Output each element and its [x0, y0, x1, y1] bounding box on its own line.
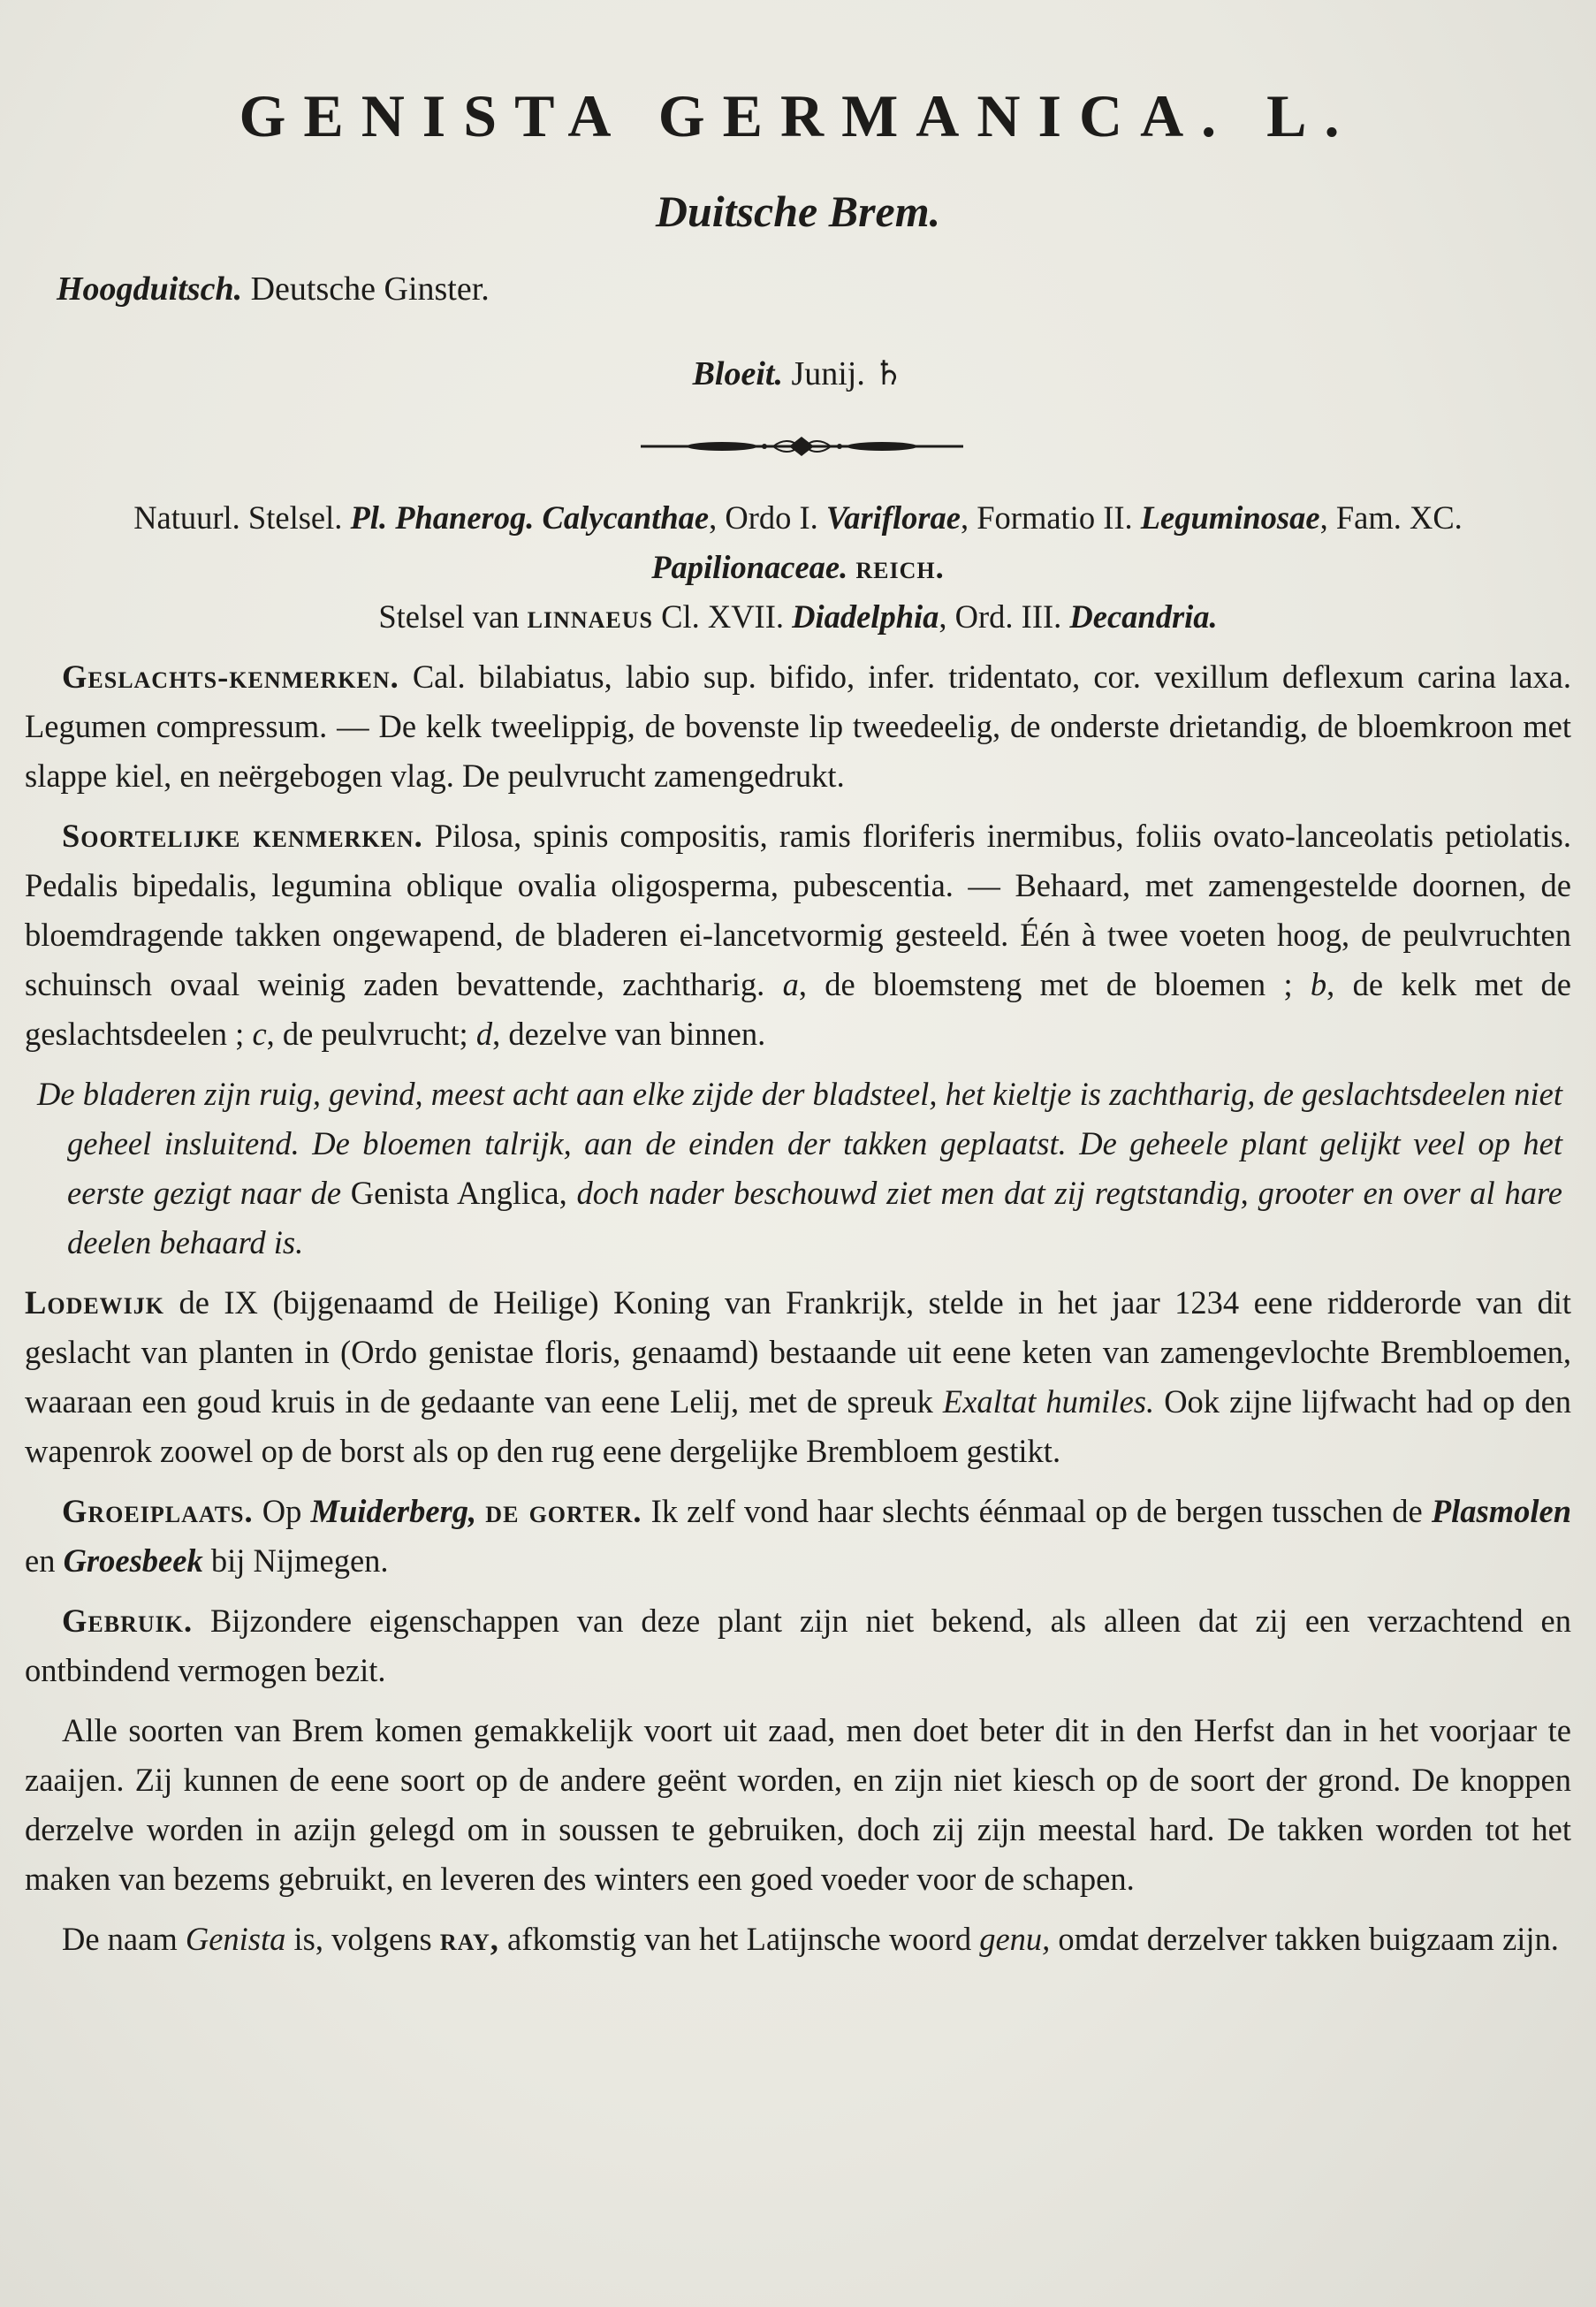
- linnaeus-prefix: Stelsel van: [378, 598, 520, 635]
- lodewijk-text-a: de IX (bijgenaamd de Heilige) Koning van Frankrijk, stelde in het jaar 1234 eene ridderorde van dit geslacht van planten in (Ordo genistae floris, genaamd) bestaande uit eene keten van zamengevlochte Brembloemen, waaraan een goud kruis in de gedaante van eene Lelij, met de spreuk: [25, 1284, 1572, 1420]
- name-origin-text-d: omdat derzelver takken buigzaam zijn.: [1058, 1921, 1559, 1957]
- cultivation-text: Alle soorten van Brem komen gemakkelijk voort uit zaad, men doet beter dit in den Herfst dan in het voorjaar te zaaijen. Zij kunnen de eene soort op de andere geënt worden, en zijn niet kiesch op de soort der grond. De knoppen derzelve worden in azijn gelegd om in soussen te gebruiken, doch zij zijn meestal hard. De takken worden tot het maken van bezems gebruikt, en leveren des winters een goed voeder voor de schapen.: [25, 1712, 1571, 1897]
- italic-note: [25, 1070, 1571, 1268]
- german-name-value: Deutsche Ginster.: [250, 270, 490, 308]
- italic-note-text-b: doch nader beschouwd ziet men dat zij regtstandig, grooter en over al hare deelen behaard is.: [67, 1175, 1563, 1260]
- species-characteristics-text: Pilosa, spinis compositis, ramis floriferis inermibus, foliis ovato-lanceolatis petiolatis. Pedalis bipedalis, legumina oblique ovalia oligosperma, pubescentia. — Behaard, met zamengestelde doornen, de bloemdragende takken ongewapend, de bladeren ei-lancetvormig gesteeld. Één à twee voeten hoog, de peulvruchten schuinsch ovaal weinig zaden bevattende, zachtharig.: [25, 818, 1572, 1002]
- figure-key-b-text: , de kelk met de geslachtsdeelen ;: [25, 966, 1571, 1052]
- natural-system-leguminosae: Leguminosae: [1140, 499, 1320, 536]
- german-name: [57, 270, 490, 308]
- lodewijk-name: Lodewijk: [25, 1284, 165, 1321]
- figure-key-a-text: , de bloemsteng met de bloemen ;: [798, 966, 1293, 1002]
- linnaeus-ord: , Ord. III.: [939, 598, 1062, 635]
- flowering-value: Junij.: [791, 355, 865, 392]
- figure-key-c-text: , de peulvrucht;: [266, 1016, 468, 1052]
- habitat-op: Op: [262, 1493, 302, 1529]
- habitat-paragraph: [25, 1487, 1571, 1586]
- lodewijk-text-b: Ook zijne lijfwacht had op den wapenrok zoowel op de borst als op den rug eene dergelijke Brembloem gestikt.: [25, 1383, 1572, 1469]
- natural-system-label: Natuurl. Stelsel.: [133, 499, 343, 536]
- figure-key-d: d: [475, 1016, 493, 1052]
- figure-key-a: a: [782, 966, 799, 1002]
- natural-system-variflorae: Variflorae: [825, 499, 961, 536]
- name-origin-text-c: afkomstig van het Latijnsche woord: [507, 1921, 972, 1957]
- name-origin-text-b: is, volgens: [293, 1921, 432, 1957]
- page-subtitle: Duitsche Brem.: [655, 187, 941, 236]
- linnaeus-diadelphia: Diadelphia: [792, 598, 939, 635]
- habitat-en: en: [25, 1542, 56, 1579]
- genus-characteristics-text: Cal. bilabiatus, labio sup. bifido, infer. tridentato, cor. vexillum deflexum carina laxa. Legumen compressum. — De kelk tweelippig, de bovenste lip tweedeelig, de onderste drietandig, de bloemkroon met slappe kiel, en neërgebogen vlag. De peulvrucht zamengedrukt.: [25, 659, 1571, 794]
- linnaeus-system: [25, 592, 1571, 642]
- habitat-text-b: bij Nijmegen.: [210, 1542, 389, 1579]
- linnaeus-decandria: Decandria.: [1069, 598, 1218, 635]
- natural-system-calycanthae: Calycanthae: [542, 499, 710, 536]
- flowering-label: Bloeit.: [692, 355, 783, 392]
- ornament-divider-icon: [641, 431, 963, 461]
- page-body: [25, 493, 1571, 1975]
- german-name-label: Hoogduitsch.: [57, 270, 243, 308]
- lodewijk-motto: Exaltat humiles.: [942, 1383, 1155, 1420]
- figure-key-c: c: [252, 1016, 267, 1052]
- natural-system-papilionaceae: Papilionaceae.: [651, 549, 848, 585]
- genus-characteristics-label: Geslachts-kenmerken.: [62, 659, 399, 695]
- habitat-plasmolen: Plasmolen: [1431, 1493, 1572, 1529]
- name-origin-genista: Genista: [185, 1921, 286, 1957]
- species-characteristics-label: Soortelijke kenmerken.: [62, 818, 423, 854]
- linnaeus-class: Cl. XVII.: [661, 598, 784, 635]
- cultivation-paragraph: [25, 1706, 1571, 1904]
- usage-label: Gebruik.: [62, 1603, 194, 1639]
- name-origin-ray: ray,: [439, 1921, 499, 1957]
- flowering-time: [0, 354, 1596, 393]
- figure-key-b: b: [1310, 966, 1327, 1002]
- natural-system-fam: , Fam. XC.: [1319, 499, 1463, 536]
- habitat-groesbeek: Groesbeek: [63, 1542, 203, 1579]
- natural-system-reich: reich.: [855, 549, 945, 585]
- name-origin-text-a: De naam: [62, 1921, 178, 1957]
- natural-system: [25, 493, 1571, 592]
- natural-system-formatio: , Formatio II.: [961, 499, 1133, 536]
- usage-paragraph: [25, 1596, 1571, 1695]
- habitat-gorter: de gorter.: [485, 1493, 642, 1529]
- italic-note-text-a: De bladeren zijn ruig, gevind, meest acht aan elke zijde der bladsteel, het kieltje is zachtharig, de geslachtsdeelen niet geheel insluitend. De bloemen talrijk, aan de einden der takken geplaatst. De geheele plant gelijkt veel op het eerste gezigt naar de: [37, 1076, 1562, 1211]
- figure-key-d-text: , dezelve van binnen.: [492, 1016, 766, 1052]
- shrub-symbol-icon: ♄: [873, 355, 904, 392]
- natural-system-ordo: , Ordo I.: [709, 499, 818, 536]
- italic-note-genista-anglica: Genista Anglica,: [350, 1175, 567, 1211]
- linnaeus-name: linnaeus: [527, 598, 653, 635]
- page-title: GENISTA GERMANICA. L.: [239, 82, 1357, 149]
- habitat-label: Groeiplaats.: [62, 1493, 254, 1529]
- usage-text: Bijzondere eigenschappen van deze plant zijn niet bekend, als alleen dat zij een verzachtend en ontbindend vermogen bezit.: [25, 1603, 1572, 1688]
- habitat-muiderberg: Muiderberg,: [310, 1493, 477, 1529]
- natural-system-pl: Pl. Phanerog.: [350, 499, 535, 536]
- habitat-text-a: Ik zelf vond haar slechts éénmaal op de bergen tusschen de: [650, 1493, 1423, 1529]
- name-origin-genu: genu,: [979, 1921, 1051, 1957]
- name-origin-paragraph: [25, 1915, 1571, 1964]
- genus-characteristics: [25, 652, 1571, 801]
- species-characteristics: [25, 811, 1571, 1059]
- lodewijk-paragraph: [25, 1278, 1571, 1476]
